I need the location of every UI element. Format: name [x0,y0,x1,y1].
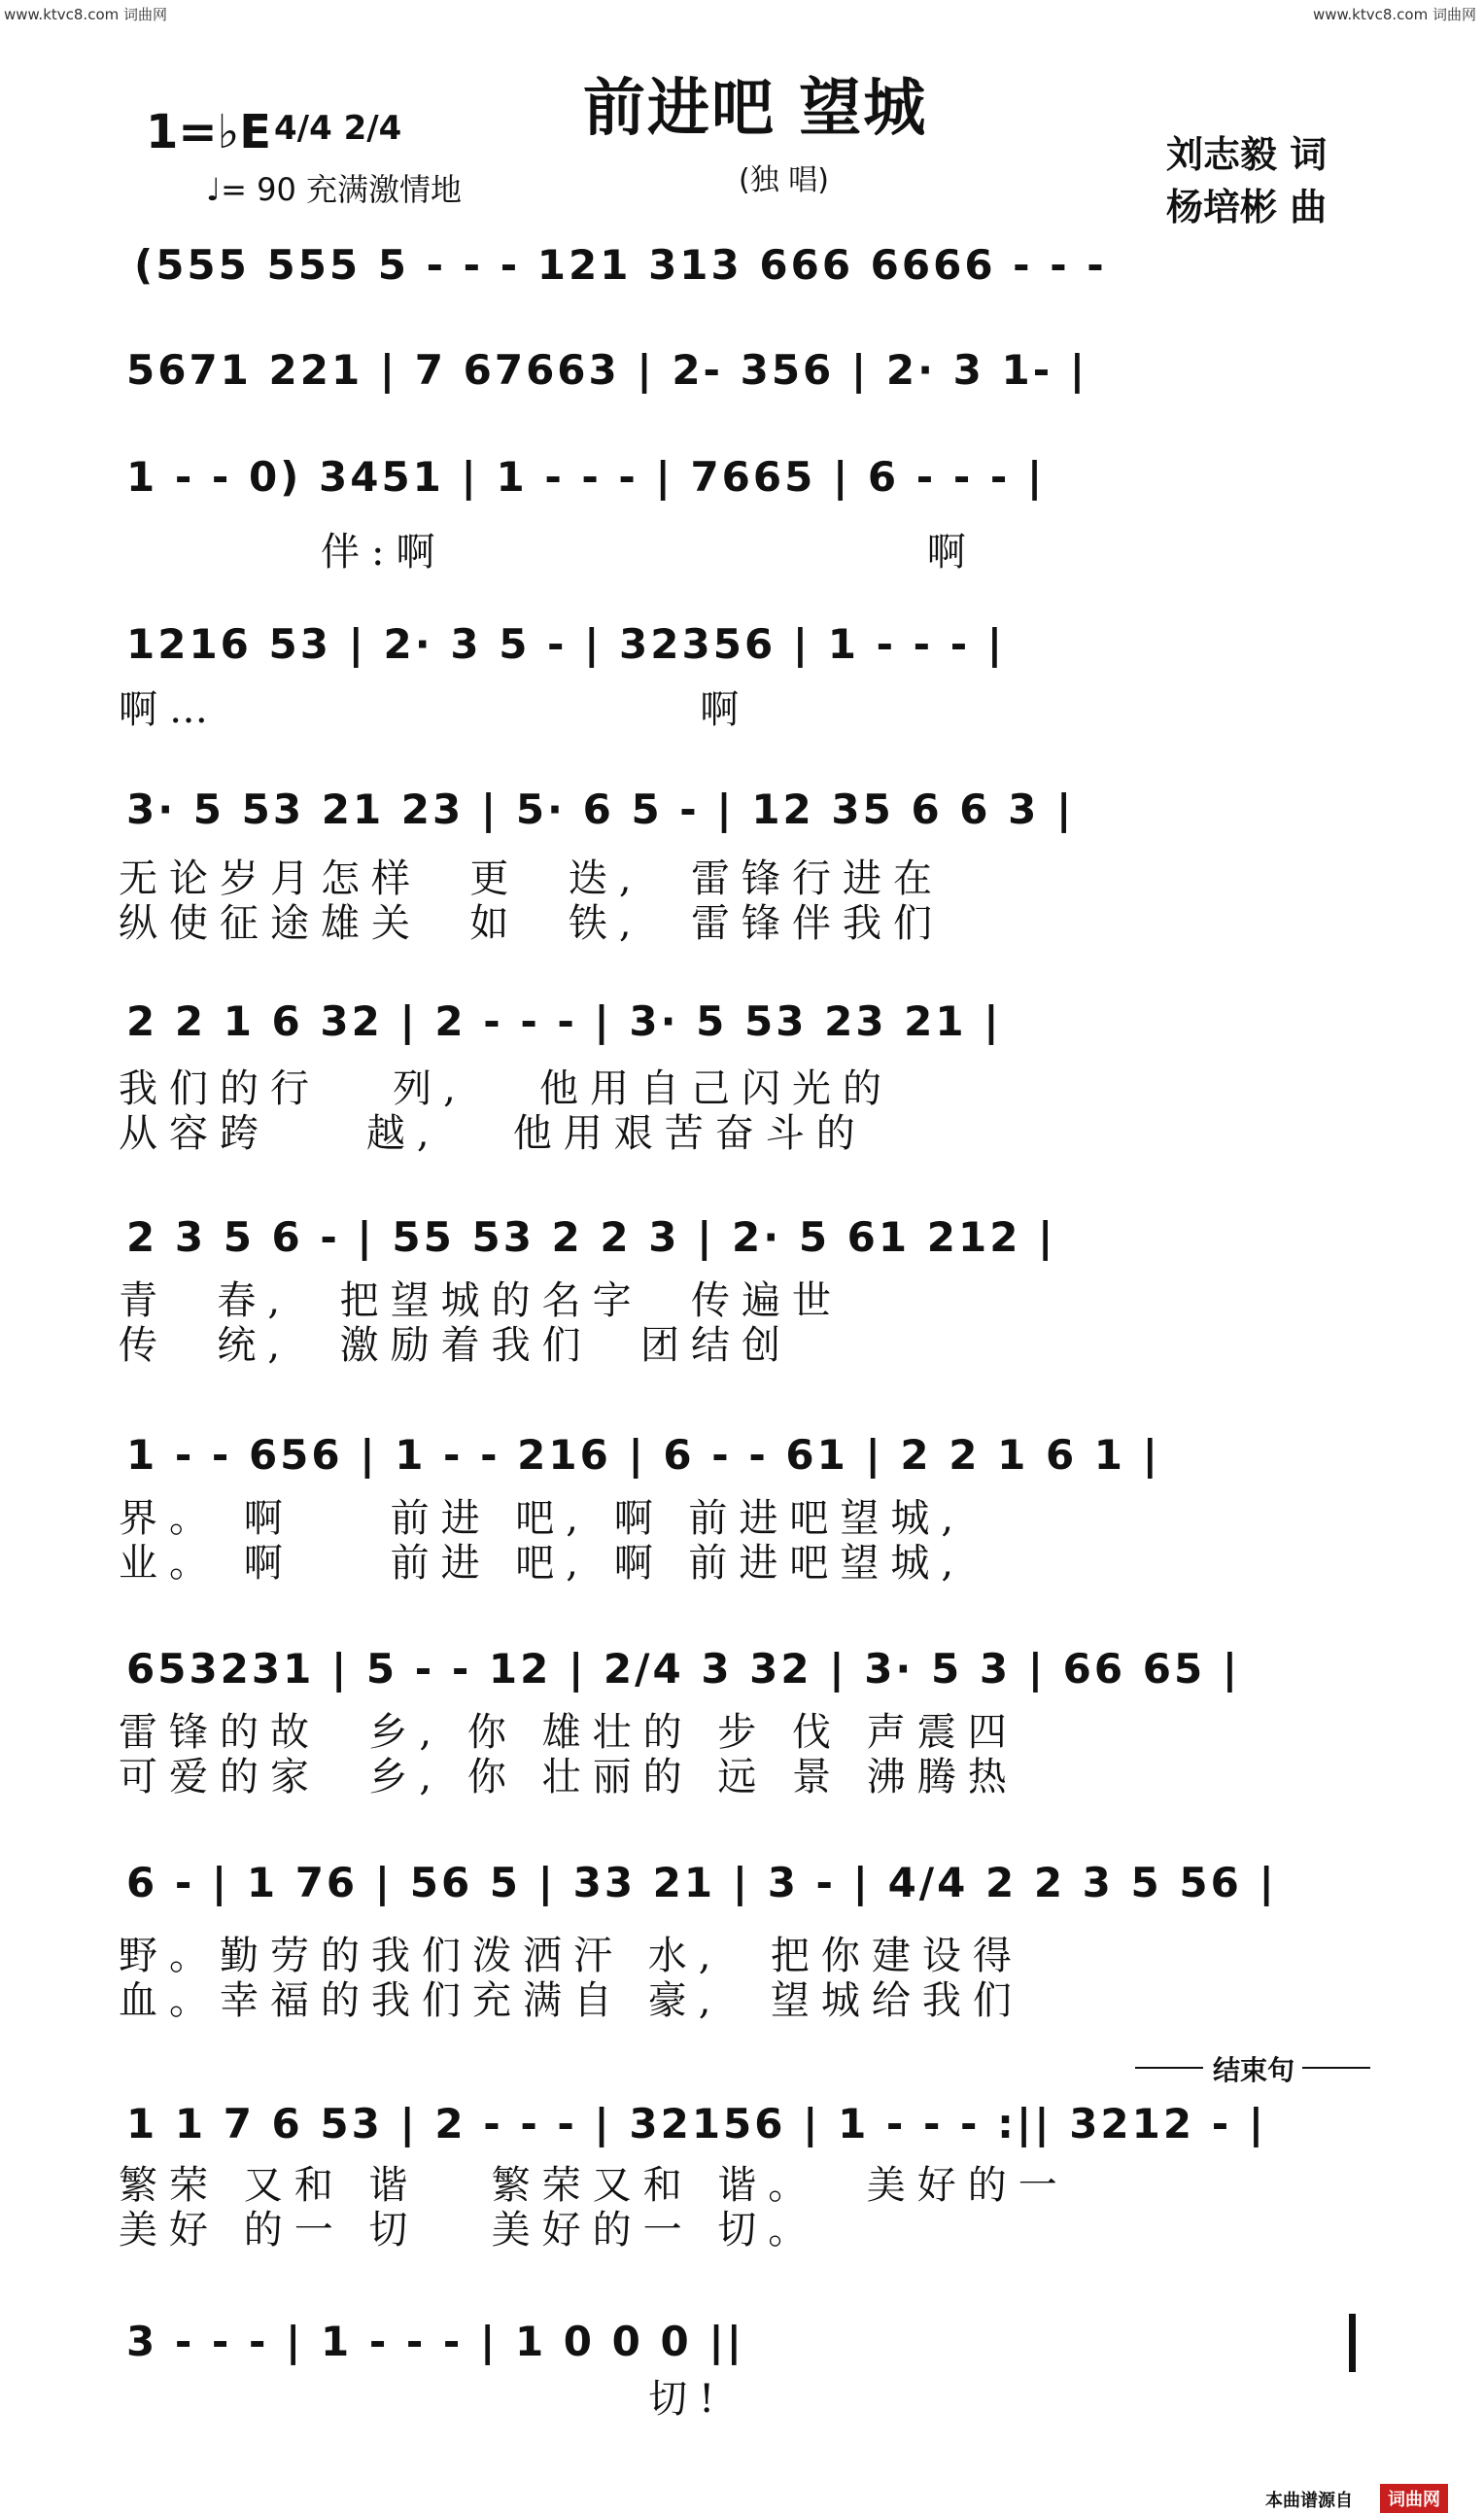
performance-mode: (独 唱) [739,163,829,197]
lyric-line: 啊… 啊 [119,687,751,732]
tempo-marking: ♩= 90 充满激情地 [206,171,462,208]
lyric-line: 无论岁月怎样 更 迭, 雷锋行进在 [119,856,945,901]
lyric-line: 血。幸福的我们充满自 豪, 望城给我们 [119,1978,1023,2023]
lyric-line: 雷锋的故 乡, 你 雄壮的 步 伐 声震四 [119,1710,1018,1755]
notation-line: 1 - - 656 | 1 - - 216 | 6 - - 61 | 2 2 1 6 1 | [126,1431,1160,1479]
footer-source: 本曲谱源自 [1265,2491,1353,2511]
lyric-line: 业。 啊 前进 吧, 啊 前进吧望城, [119,1541,966,1586]
lyric-line: 传 统, 激励着我们 团结创 [119,1323,793,1368]
lyric-line: 美好 的一 切 美好的一 切。 [119,2208,819,2252]
section-label-line-right [1302,2067,1370,2069]
site-url-right: www.ktvc8.com 词曲网 [1312,6,1476,23]
song-title: 前进吧 望城 [583,73,928,145]
lyricist-credit: 刘志毅 词 [1166,133,1328,176]
footer-logo: 词曲网 [1380,2484,1448,2513]
notation-line: 6 - | 1 76 | 56 5 | 33 21 | 3 - | 4/4 2 2 3 5 56 | [126,1859,1277,1906]
notation-line: 3· 5 53 21 23 | 5· 6 5 - | 12 35 6 6 3 | [126,786,1075,833]
site-url-left: www.ktvc8.com 词曲网 [4,6,168,23]
notation-line: 2 3 5 6 - | 55 53 2 2 3 | 2· 5 61 212 | [126,1213,1056,1261]
composer-credit: 杨培彬 曲 [1166,186,1328,228]
notation-line: (555 555 5 - - - 121 313 666 6666 - - - [134,241,1107,289]
lyric-line: 可爱的家 乡, 你 壮丽的 远 景 沸腾热 [119,1755,1018,1799]
section-label-line-left [1135,2067,1203,2069]
lyric-line: 界。 啊 前进 吧, 啊 前进吧望城, [119,1496,966,1541]
notation-line: 2 2 1 6 32 | 2 - - - | 3· 5 53 23 21 | [126,997,1002,1045]
lyric-line: 青 春, 把望城的名字 传遍世 [119,1278,844,1323]
notation-line: 5671 221 | 7 67663 | 2- 356 | 2· 3 1- | [126,346,1088,394]
notation-line: 653231 | 5 - - 12 | 2/4 3 32 | 3· 5 3 | 66 65 | [126,1645,1241,1693]
notation-line: 3 - - - | 1 - - - | 1 0 0 0 || [126,2318,744,2365]
section-label: 结束句 [1213,2054,1295,2086]
lyric-line: 野。勤劳的我们泼洒汗 水, 把你建设得 [119,1934,1023,1978]
time-signature: 4/4 2/4 [274,109,402,148]
final-barline [1349,2314,1356,2372]
key-signature: 1=♭E [146,105,272,159]
lyric-line: 伴:啊 啊 [321,530,978,575]
lyric-line: 从容跨 越, 他用艰苦奋斗的 [119,1111,867,1156]
lyric-line: 繁荣 又和 谐 繁荣又和 谐。 美好的一 [119,2163,1069,2208]
lyric-line: 纵使征途雄关 如 铁, 雷锋伴我们 [119,901,945,946]
notation-line: 1 - - 0) 3451 | 1 - - - | 7665 | 6 - - - | [126,453,1046,501]
notation-line: 1 1 7 6 53 | 2 - - - | 32156 | 1 - - - :|| 3212 - | [126,2100,1267,2147]
lyric-line: 我们的行 列, 他用自己闪光的 [119,1066,894,1111]
notation-line: 1216 53 | 2· 3 5 - | 32356 | 1 - - - | [126,620,1006,668]
lyric-line: 切! [408,2377,727,2422]
